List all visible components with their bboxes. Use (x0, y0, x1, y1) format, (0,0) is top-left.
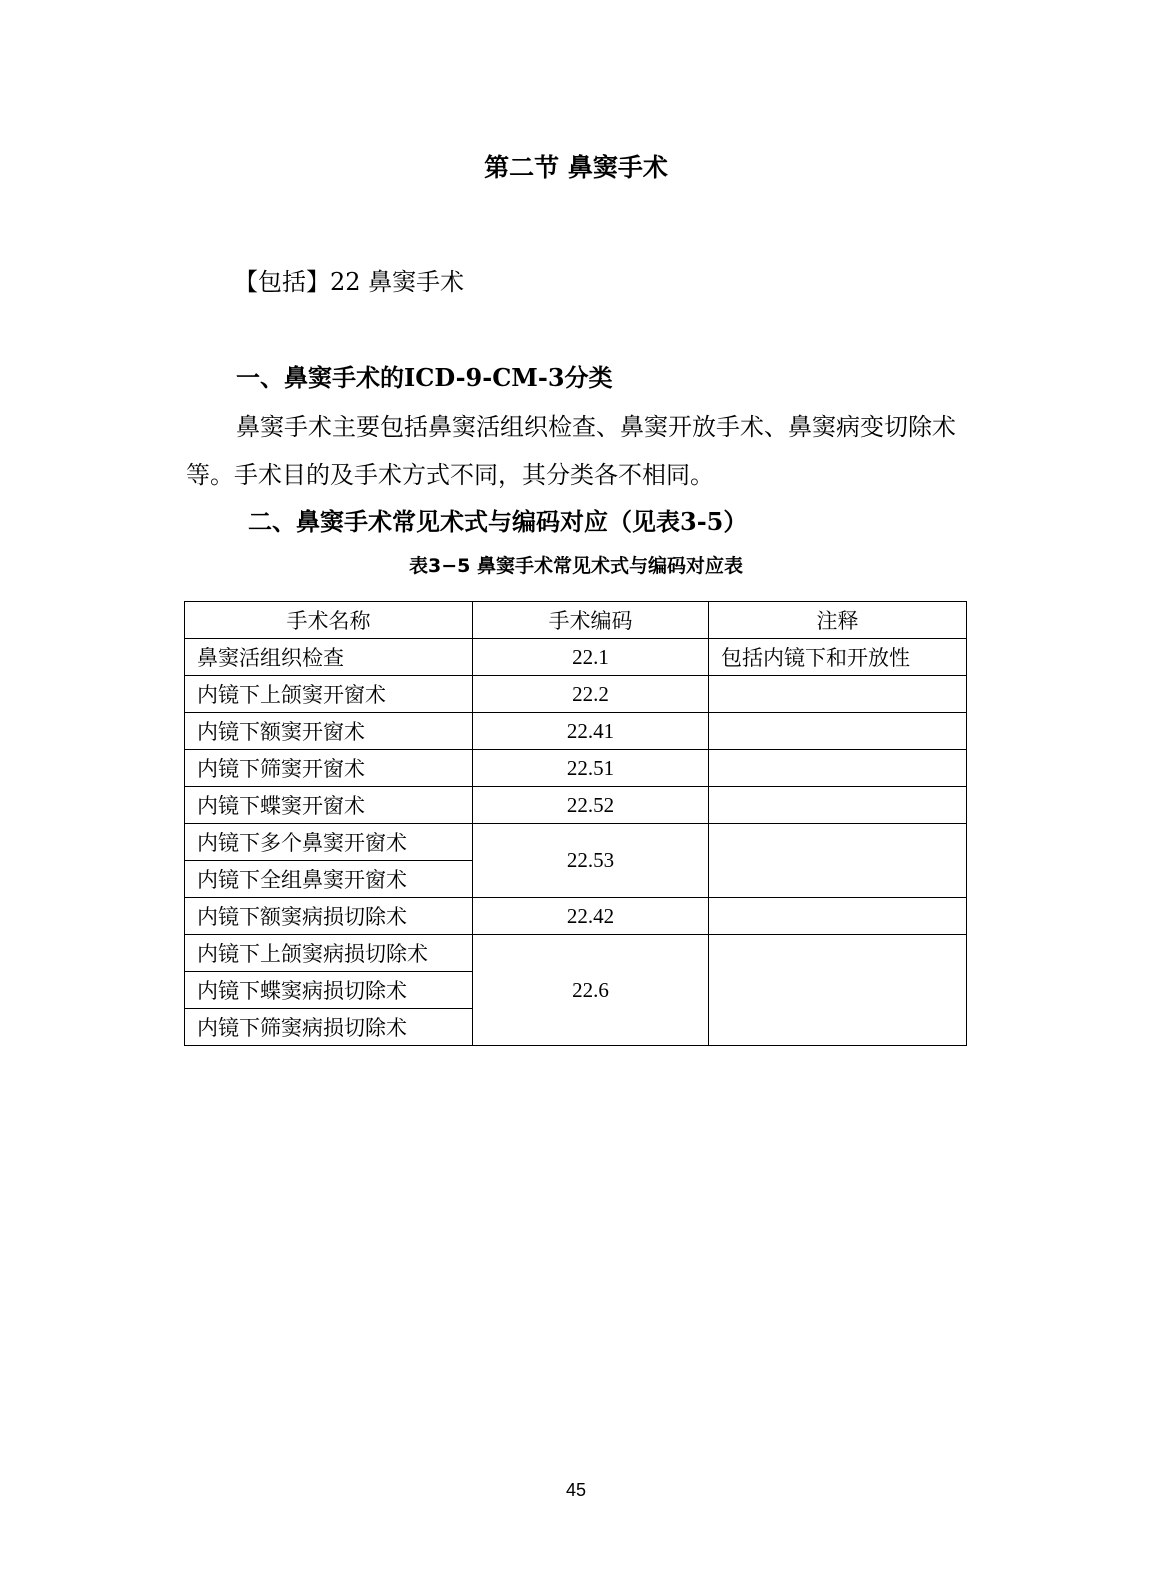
procedure-code-cell: 22.52 (473, 787, 709, 824)
procedure-code-cell: 22.1 (473, 639, 709, 676)
table-row (185, 935, 967, 972)
procedure-name-cell: 内镜下蝶窦病损切除术 (185, 972, 473, 1009)
note-cell (709, 935, 967, 1046)
procedure-name-cell: 内镜下上颌窦开窗术 (185, 676, 473, 713)
note-cell (709, 713, 967, 750)
include-line: 【包括】22 鼻窦手术 (234, 268, 465, 296)
procedure-name-cell: 内镜下全组鼻窦开窗术 (185, 861, 473, 898)
note-cell (709, 750, 967, 787)
header-procedure-name: 手术名称 (185, 602, 473, 639)
note-cell (709, 898, 967, 935)
procedure-code-cell: 22.2 (473, 676, 709, 713)
header-notes: 注释 (709, 602, 967, 639)
procedure-code-cell: 22.53 (473, 824, 709, 898)
heading-coding-table: 二、鼻窦手术常见术式与编码对应（见表3-5） (248, 507, 748, 536)
table-caption: 表3−5 鼻窦手术常见术式与编码对应表 (409, 555, 743, 577)
table-header-row (185, 602, 967, 639)
procedure-code-cell: 22.51 (473, 750, 709, 787)
procedure-name-cell: 内镜下上颌窦病损切除术 (185, 935, 473, 972)
procedure-code-table (184, 601, 967, 1046)
note-cell: 包括内镜下和开放性 (709, 639, 967, 676)
page-number: 45 (565, 1480, 587, 1500)
note-cell (709, 676, 967, 713)
table-row (185, 750, 967, 787)
procedure-name-cell: 内镜下筛窦病损切除术 (185, 1009, 473, 1046)
table-row (185, 787, 967, 824)
table-row (185, 676, 967, 713)
procedure-name-cell: 内镜下蝶窦开窗术 (185, 787, 473, 824)
section-title: 第二节 鼻窦手术 (484, 153, 668, 182)
note-cell (709, 824, 967, 898)
table-row (185, 824, 967, 861)
procedure-name-cell: 鼻窦活组织检查 (185, 639, 473, 676)
heading-classification: 一、鼻窦手术的ICD-9-CM-3分类 (236, 363, 613, 392)
procedure-name-cell: 内镜下多个鼻窦开窗术 (185, 824, 473, 861)
procedure-code-cell: 22.6 (473, 935, 709, 1046)
procedure-code-cell: 22.41 (473, 713, 709, 750)
table-row (185, 713, 967, 750)
header-procedure-code: 手术编码 (473, 602, 709, 639)
table-row (185, 639, 967, 676)
table-row (185, 898, 967, 935)
procedure-name-cell: 内镜下筛窦开窗术 (185, 750, 473, 787)
procedure-name-cell: 内镜下额窦病损切除术 (185, 898, 473, 935)
procedure-code-cell: 22.42 (473, 898, 709, 935)
body-paragraph: 鼻窦手术主要包括鼻窦活组织检查、鼻窦开放手术、鼻窦病变切除术等。手术目的及手术方式不同，其分类各不相同。 (186, 413, 956, 489)
note-cell (709, 787, 967, 824)
procedure-name-cell: 内镜下额窦开窗术 (185, 713, 473, 750)
